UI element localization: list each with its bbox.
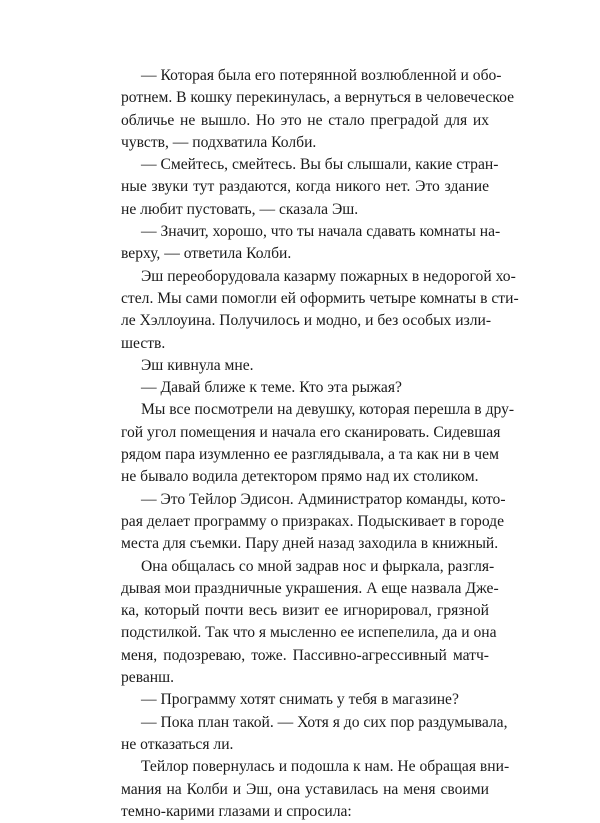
text-line: обличье не вышло. Но это не стало преградой для их [121, 111, 489, 129]
text-line: дывая мои праздничные украшения. А еще назвала Дже- [121, 579, 499, 597]
text-line: гой угол помещения и начала его сканировать. Сидевшая [121, 423, 501, 441]
text-line: ле Хэллоуина. Получилось и модно, и без особых изли- [121, 312, 492, 330]
text-line: рядом пара изумленно ее разглядывала, а та как ни в чем [121, 446, 499, 464]
text-line: стел. Мы сами помогли ей оформить четыре комнаты в сти- [121, 289, 519, 307]
text-line: Тейлор повернулась и подошла к нам. Не обращая вни- [141, 758, 510, 776]
text-line: — Пока план такой. — Хотя я до сих пор раздумывала, [141, 713, 508, 731]
text-line: темно-карими глазами и спросила: [121, 802, 352, 820]
text-line: рая делает программу о призраках. Подыскивает в городе [121, 512, 505, 530]
text-line: подстилкой. Так что я мысленно ее испепелила, да и она [121, 624, 497, 642]
text-line: меня, подозреваю, тоже. Пассивно-агрессивный матч- [121, 646, 489, 664]
text-line: ротнем. В кошку перекинулась, а вернуться в человеческое [121, 89, 515, 107]
text-line: ные звуки тут раздаются, когда никого нет. Это здание [121, 178, 489, 196]
text-line: не бывало водила детектором прямо над их столиком. [121, 468, 479, 486]
text-line: Она общалась со мной задрав нос и фыркала, разгля- [141, 557, 495, 575]
text-line: реванш. [121, 669, 175, 687]
text-line: чувств, — подхватила Колби. [121, 133, 317, 151]
text-line: не любит пустовать, — сказала Эш. [121, 200, 359, 218]
text-line: Эш кивнула мне. [141, 356, 254, 374]
text-line: — Давай ближе к теме. Кто эта рыжая? [141, 379, 402, 397]
text-line: ка, который почти весь визит ее игнорировал, грязной [121, 602, 489, 620]
text-line: места для съемки. Пару дней назад заходила в книжный. [121, 535, 499, 553]
text-line: — Это Тейлор Эдисон. Администратор команды, кото- [141, 490, 506, 508]
text-line: — Значит, хорошо, что ты начала сдавать комнаты на- [141, 223, 501, 241]
text-line: — Программу хотят снимать у тебя в магазине? [141, 691, 459, 709]
text-line: — Смейтесь, смейтесь. Вы бы слышали, какие стран- [141, 156, 499, 174]
text-line: не отказаться ли. [121, 735, 234, 753]
text-line: Эш переоборудовала казарму пожарных в недорогой хо- [141, 267, 516, 285]
text-line: — Которая была его потерянной возлюбленной и обо- [141, 67, 502, 84]
text-line: шеств. [121, 334, 166, 352]
text-line: верху, — ответила Колби. [121, 245, 292, 263]
page-body-text [121, 65, 519, 823]
text-line: Мы все посмотрели на девушку, которая перешла в дру- [141, 401, 515, 419]
text-line: мания на Колби и Эш, она уставилась на меня своими [121, 780, 489, 798]
